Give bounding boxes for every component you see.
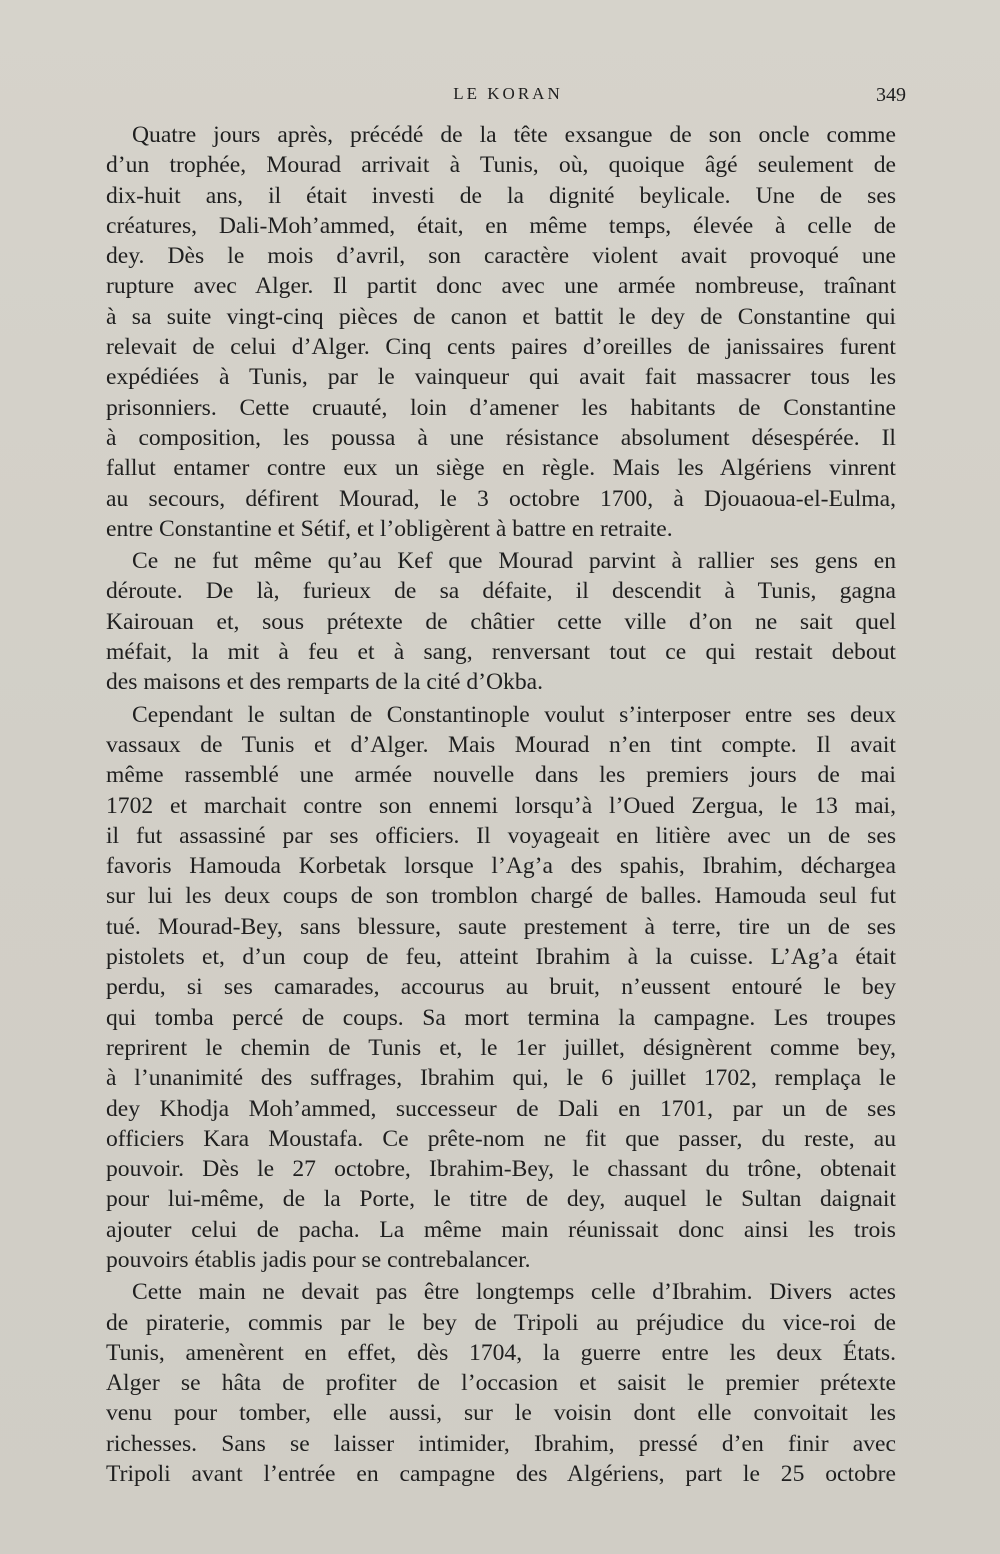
text-line: dey. Dès le mois d’avril, son caractère violent avait provoqué une — [106, 243, 896, 270]
text-line: perdu, si ses camarades, accourus au bruit, n’eussent entouré le bey — [106, 974, 896, 1001]
text-line: dey Khodja Moh’ammed, successeur de Dali en 1701, par un de ses — [106, 1095, 896, 1122]
body-text — [106, 120, 896, 1489]
text-line: au secours, défirent Mourad, le 3 octobre 1700, à Djouaoua-el-Eulma, — [106, 485, 896, 512]
page-header — [110, 84, 906, 114]
text-line: déroute. De là, furieux de sa défaite, il descendit à Tunis, gagna — [106, 578, 896, 605]
text-line: pour lui-même, de la Porte, le titre de dey, auquel le Sultan daignait — [106, 1186, 896, 1213]
text-line: vassaux de Tunis et d’Alger. Mais Mourad n’en tint compte. Il avait — [106, 731, 896, 758]
text-line: officiers Kara Moustafa. Ce prête-nom ne fit que passer, du reste, au — [106, 1125, 896, 1152]
text-line: sur lui les deux coups de son tromblon chargé de balles. Hamouda seul fut — [106, 883, 896, 910]
running-title: LE KORAN — [453, 84, 563, 103]
text-line: venu pour tomber, elle aussi, sur le voisin dont elle convoitait les — [106, 1400, 896, 1427]
text-line: pouvoir. Dès le 27 octobre, Ibrahim-Bey, le chassant du trône, obtenait — [106, 1156, 896, 1183]
text-line: expédiées à Tunis, par le vainqueur qui avait fait massacrer tous les — [106, 364, 896, 391]
text-line: fallut entamer contre eux un siège en règle. Mais les Algériens vinrent — [106, 455, 896, 482]
page-number: 349 — [876, 84, 906, 106]
text-line: tué. Mourad-Bey, sans blessure, saute prestement à terre, tire un de ses — [106, 913, 896, 940]
text-line: 1702 et marchait contre son ennemi lorsqu’à l’Oued Zergua, le 13 mai, — [106, 792, 896, 819]
text-line: Cette main ne devait pas être longtemps celle d’Ibrahim. Divers actes — [132, 1279, 896, 1306]
text-line: même rassemblé une armée nouvelle dans les premiers jours de mai — [106, 762, 896, 789]
text-line: relevait de celui d’Alger. Cinq cents paires d’oreilles de janissaires furent — [106, 334, 896, 361]
text-line: reprirent le chemin de Tunis et, le 1er juillet, désignèrent comme bey, — [106, 1034, 896, 1061]
text-line: à composition, les poussa à une résistance absolument désespérée. Il — [106, 424, 896, 451]
text-line: Kairouan et, sous prétexte de châtier cette ville d’on ne sait quel — [106, 608, 896, 635]
text-line: ajouter celui de pacha. La même main réunissait donc ainsi les trois — [106, 1216, 896, 1243]
text-line: rupture avec Alger. Il partit donc avec une armée nombreuse, traînant — [106, 273, 896, 300]
text-line: Cependant le sultan de Constantinople voulut s’interposer entre ses deux — [132, 701, 896, 728]
text-line: prisonniers. Cette cruauté, loin d’amener les habitants de Constantine — [106, 394, 896, 421]
text-line: créatures, Dali-Moh’ammed, était, en même temps, élevée à celle de — [106, 212, 896, 239]
text-line: richesses. Sans se laisser intimider, Ibrahim, pressé d’en finir avec — [106, 1430, 896, 1457]
text-line: Tripoli avant l’entrée en campagne des Algériens, part le 25 octobre — [106, 1461, 896, 1488]
text-line: méfait, la mit à feu et à sang, renversant tout ce qui restait debout — [106, 639, 896, 666]
text-line: Ce ne fut même qu’au Kef que Mourad parvint à rallier ses gens en — [132, 548, 896, 575]
text-line: pistolets et, d’un coup de feu, atteint Ibrahim à la cuisse. L’Ag’a était — [106, 944, 896, 971]
text-line: Quatre jours après, précédé de la tête exsangue de son oncle comme — [132, 122, 896, 148]
text-line: de piraterie, commis par le bey de Tripoli au préjudice du vice-roi de — [106, 1309, 896, 1336]
text-line: d’un trophée, Mourad arrivait à Tunis, où, quoique âgé seulement de — [106, 152, 896, 179]
text-line: pouvoirs établis jadis pour se contrebalancer. — [106, 1246, 531, 1273]
text-line: Tunis, amenèrent en effet, dès 1704, la guerre entre les deux États. — [106, 1339, 896, 1366]
text-line: Alger se hâta de profiter de l’occasion et saisit le premier prétexte — [106, 1370, 896, 1397]
text-line: favoris Hamouda Korbetak lorsque l’Ag’a des spahis, Ibrahim, déchargea — [106, 853, 896, 880]
text-line: à sa suite vingt-cinq pièces de canon et battit le dey de Constantine qui — [106, 303, 896, 330]
text-line: il fut assassiné par ses officiers. Il voyageait en litière avec un de ses — [106, 822, 896, 849]
text-line: à l’unanimité des suffrages, Ibrahim qui, le 6 juillet 1702, remplaça le — [106, 1065, 896, 1092]
text-line: qui tomba percé de coups. Sa mort termina la campagne. Les troupes — [106, 1004, 896, 1031]
text-line: entre Constantine et Sétif, et l’obligèrent à battre en retraite. — [106, 515, 673, 542]
text-line: dix-huit ans, il était investi de la dignité beylicale. Une de ses — [106, 182, 896, 209]
text-line: des maisons et des remparts de la cité d’Okba. — [106, 669, 544, 696]
